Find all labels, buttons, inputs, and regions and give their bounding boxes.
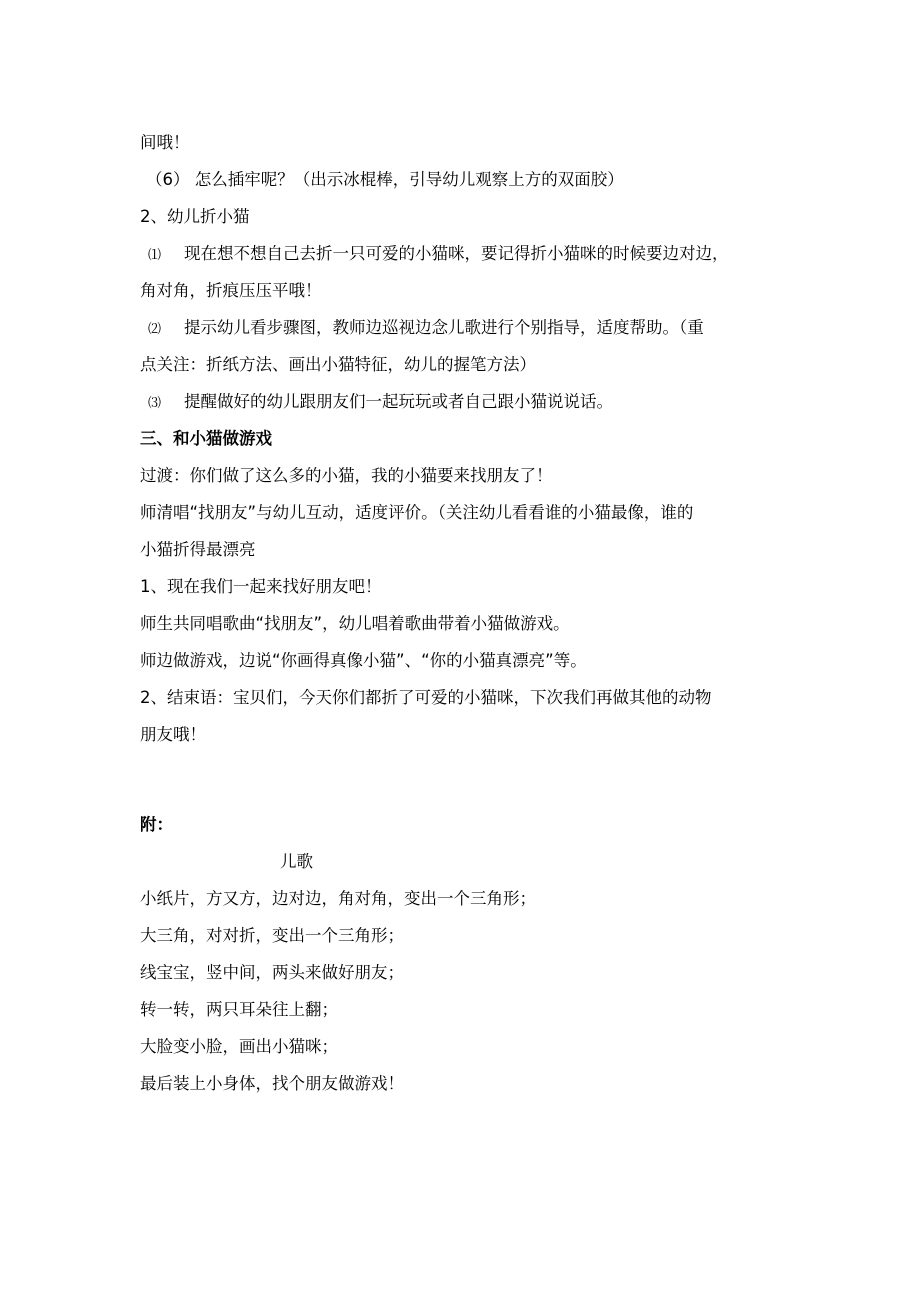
list-item-text: 提醒做好的幼儿跟朋友们一起玩玩或者自己跟小猫说说话。 xyxy=(184,392,613,411)
paragraph-line: 师清唱“找朋友”与幼儿互动，适度评价。（关注幼儿看看谁的小猫最像，谁的 xyxy=(140,503,694,522)
paragraph-line: 师边做游戏，边说“你画得真像小猫”、“你的小猫真漂亮”等。 xyxy=(140,651,587,670)
song-title: 儿歌 xyxy=(280,852,313,871)
paragraph-line: 1、现在我们一起来找好朋友吧！ xyxy=(140,577,382,596)
list-item xyxy=(140,309,790,346)
document-body xyxy=(140,124,790,1102)
section-subheading: 2、幼儿折小猫 xyxy=(140,207,250,226)
spacer xyxy=(140,790,790,806)
paragraph-line: 间哦！ xyxy=(140,133,190,152)
paragraph-line: 过渡：你们做了这么多的小猫，我的小猫要来找朋友了！ xyxy=(140,466,553,485)
list-item-text: 现在想不想自己去折一只可爱的小猫咪，要记得折小猫咪的时候要边对边， xyxy=(184,244,729,263)
paragraph-line: 师生共同唱歌曲“找朋友”，幼儿唱着歌曲带着小猫做游戏。 xyxy=(140,614,570,633)
list-item xyxy=(140,383,790,420)
list-item-text: 提示幼儿看步骤图，教师边巡视边念儿歌进行个别指导，适度帮助。（重 xyxy=(184,318,704,337)
song-line: 最后装上小身体，找个朋友做游戏！ xyxy=(140,1074,404,1093)
paragraph-line: （6） 怎么插牢呢？（出示冰棍棒，引导幼儿观察上方的双面胶） xyxy=(146,170,624,189)
paragraph-line: 小猫折得最漂亮 xyxy=(140,540,256,559)
paragraph-line: 2、结束语：宝贝们，今天你们都折了可爱的小猫咪，下次我们再做其他的动物 xyxy=(140,688,712,707)
paragraph-line: 点关注：折纸方法、画出小猫特征，幼儿的握笔方法） xyxy=(140,355,536,374)
list-marker: ⑶ xyxy=(148,396,162,411)
appendix-label: 附： xyxy=(140,815,173,834)
paragraph-line: 角对角，折痕压压平哦！ xyxy=(140,281,322,300)
section-heading: 三、和小猫做游戏 xyxy=(140,429,272,448)
paragraph-line: 朋友哦！ xyxy=(140,725,206,744)
song-line: 小纸片，方又方，边对边，角对角，变出一个三角形； xyxy=(140,889,536,908)
song-line: 大脸变小脸，画出小猫咪； xyxy=(140,1037,338,1056)
song-line: 转一转，两只耳朵往上翻； xyxy=(140,1000,338,1019)
song-line: 大三角，对对折，变出一个三角形； xyxy=(140,926,404,945)
list-marker: ⑴ xyxy=(148,248,162,263)
list-marker: ⑵ xyxy=(148,322,162,337)
list-item xyxy=(140,235,790,272)
song-line: 线宝宝，竖中间，两头来做好朋友； xyxy=(140,963,404,982)
spacer xyxy=(140,753,790,790)
